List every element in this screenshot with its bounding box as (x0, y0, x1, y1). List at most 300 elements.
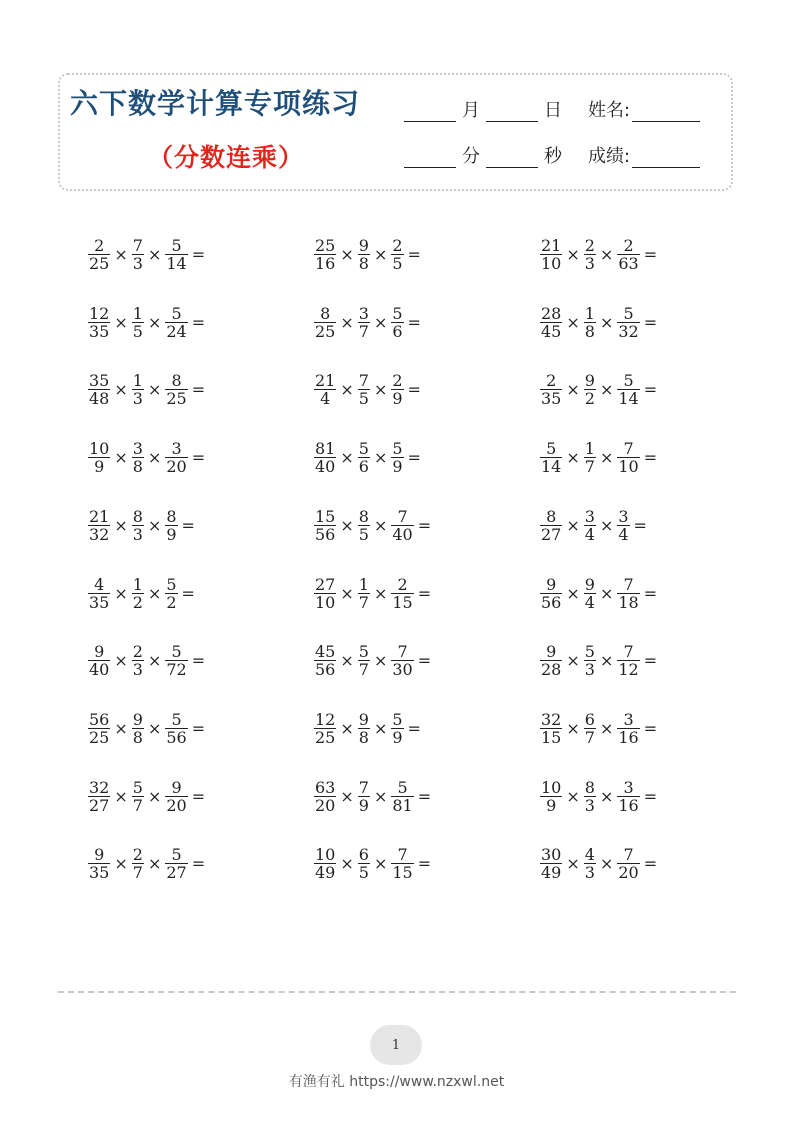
numerator: 9 (546, 642, 557, 662)
denominator: 25 (166, 389, 187, 409)
fraction (165, 372, 187, 407)
fraction (617, 846, 639, 881)
times-sign: × (114, 448, 128, 468)
times-sign: × (147, 380, 162, 400)
times-sign: × (566, 854, 580, 874)
page-title: 六下数学计算专项练习 (70, 87, 361, 120)
denominator: 27 (541, 524, 562, 544)
numerator: 7 (623, 439, 634, 459)
fraction (617, 779, 639, 814)
denominator: 40 (89, 660, 110, 680)
numerator: 5 (171, 303, 182, 323)
numerator: 8 (584, 777, 595, 797)
fraction (132, 846, 144, 881)
fraction (540, 846, 562, 881)
numerator: 2 (132, 845, 143, 865)
equals-sign: = (191, 651, 206, 671)
numerator: 7 (397, 506, 408, 526)
times-sign: × (373, 380, 388, 400)
equals-sign: = (407, 448, 421, 468)
denominator: 27 (166, 863, 187, 883)
denominator: 35 (541, 389, 562, 409)
numerator: 56 (89, 709, 110, 729)
numerator: 21 (315, 371, 336, 391)
problem (540, 237, 657, 272)
denominator: 16 (618, 795, 639, 815)
denominator: 72 (166, 660, 187, 680)
denominator: 18 (618, 592, 639, 612)
times-sign: × (373, 786, 388, 806)
denominator: 49 (315, 863, 336, 883)
fraction (132, 576, 144, 611)
numerator: 9 (584, 371, 595, 391)
denominator: 16 (618, 727, 639, 747)
equals-sign: = (643, 718, 658, 738)
problem (314, 237, 421, 272)
times-sign: × (566, 515, 580, 535)
times-sign: × (340, 786, 354, 806)
fraction (540, 372, 562, 407)
numerator: 5 (171, 236, 182, 255)
fraction (584, 643, 596, 678)
numerator: 21 (541, 236, 562, 255)
times-sign: × (340, 651, 354, 671)
denominator: 49 (541, 863, 562, 883)
denominator: 5 (392, 254, 403, 273)
denominator: 5 (358, 524, 369, 544)
equals-sign: = (407, 245, 421, 264)
times-sign: × (566, 448, 580, 468)
denominator: 12 (618, 660, 639, 680)
numerator: 2 (546, 371, 557, 391)
fraction (617, 643, 639, 678)
numerator: 5 (392, 439, 403, 459)
denominator: 32 (89, 524, 110, 544)
denominator: 7 (132, 795, 143, 815)
fraction (88, 643, 110, 678)
fraction (88, 508, 110, 543)
numerator: 1 (132, 303, 143, 323)
denominator: 7 (358, 321, 369, 341)
fraction (314, 372, 336, 407)
numerator: 1 (132, 371, 143, 391)
fraction (358, 846, 370, 881)
equals-sign: = (643, 312, 658, 332)
problem (540, 508, 647, 543)
equals-sign: = (643, 786, 658, 806)
fraction (165, 305, 187, 340)
fraction (132, 643, 144, 678)
numerator: 35 (89, 371, 110, 391)
fraction (540, 305, 562, 340)
times-sign: × (599, 448, 614, 468)
times-sign: × (373, 448, 388, 468)
fraction (584, 576, 596, 611)
numerator: 7 (132, 236, 143, 255)
fraction (88, 440, 110, 475)
day-blank[interactable] (486, 103, 538, 122)
fraction (391, 440, 403, 475)
denominator: 40 (392, 524, 413, 544)
equals-sign: = (191, 245, 206, 264)
numerator: 4 (584, 845, 595, 865)
times-sign: × (566, 312, 580, 332)
problem (540, 440, 657, 475)
fraction (314, 508, 336, 543)
denominator: 16 (315, 254, 336, 273)
page-number-badge (370, 1025, 422, 1065)
times-sign: × (114, 786, 128, 806)
date-name-fields (404, 100, 700, 122)
fraction (584, 305, 596, 340)
fraction (584, 440, 596, 475)
numerator: 5 (358, 439, 369, 459)
numerator: 7 (623, 845, 634, 865)
page-subtitle: （分数连乘） (148, 143, 305, 172)
denominator: 4 (618, 524, 629, 544)
times-sign: × (147, 786, 162, 806)
times-sign: × (147, 651, 162, 671)
fraction (540, 508, 562, 543)
denominator: 3 (584, 863, 595, 883)
footer-divider (58, 991, 736, 993)
times-sign: × (599, 651, 614, 671)
numerator: 1 (358, 574, 369, 594)
denominator: 48 (89, 389, 110, 409)
fraction (165, 508, 177, 543)
numerator: 9 (94, 845, 105, 865)
equals-sign: = (643, 448, 658, 468)
equals-sign: = (633, 515, 647, 535)
denominator: 15 (392, 863, 413, 883)
fraction (165, 237, 187, 272)
fraction (132, 711, 144, 746)
equals-sign: = (417, 515, 432, 535)
denominator: 40 (315, 457, 336, 477)
numerator: 3 (623, 777, 634, 797)
times-sign: × (340, 312, 354, 332)
denominator: 24 (166, 321, 187, 341)
denominator: 3 (132, 254, 143, 273)
denominator: 9 (392, 457, 403, 477)
denominator: 2 (132, 592, 143, 612)
fraction (314, 846, 336, 881)
numerator: 63 (315, 777, 336, 797)
numerator: 30 (541, 845, 562, 865)
times-sign: × (340, 718, 354, 738)
fraction (391, 643, 413, 678)
times-sign: × (114, 312, 128, 332)
numerator: 6 (358, 845, 369, 865)
times-sign: × (599, 312, 614, 332)
denominator: 4 (584, 592, 595, 612)
denominator: 4 (320, 389, 331, 409)
denominator: 2 (584, 389, 595, 409)
equals-sign: = (643, 583, 658, 603)
equals-sign: = (191, 380, 206, 400)
numerator: 8 (358, 506, 369, 526)
denominator: 56 (315, 524, 336, 544)
denominator: 45 (541, 321, 562, 341)
fraction (88, 576, 110, 611)
denominator: 9 (358, 795, 369, 815)
numerator: 15 (315, 506, 336, 526)
denominator: 20 (315, 795, 336, 815)
denominator: 8 (358, 727, 369, 747)
fraction (88, 305, 110, 340)
equals-sign: = (407, 312, 421, 332)
times-sign: × (147, 312, 162, 332)
denominator: 8 (132, 727, 143, 747)
problem (88, 440, 205, 475)
fraction (584, 711, 596, 746)
times-sign: × (147, 515, 162, 535)
equals-sign: = (407, 718, 421, 738)
fraction (540, 576, 562, 611)
problem (540, 779, 657, 814)
denominator: 9 (166, 524, 177, 544)
times-sign: × (373, 245, 388, 264)
numerator: 25 (315, 236, 336, 255)
fraction (540, 711, 562, 746)
fraction (540, 779, 562, 814)
times-sign: × (147, 854, 162, 874)
times-sign: × (147, 718, 162, 738)
times-sign: × (373, 651, 388, 671)
problem (314, 779, 431, 814)
numerator: 2 (584, 236, 595, 255)
fraction (358, 372, 370, 407)
denominator: 9 (546, 795, 557, 815)
problem (314, 372, 421, 407)
fraction (617, 508, 629, 543)
denominator: 35 (89, 321, 110, 341)
fraction (584, 508, 596, 543)
fraction (358, 305, 370, 340)
denominator: 56 (541, 592, 562, 612)
denominator: 8 (584, 321, 595, 341)
equals-sign: = (417, 583, 432, 603)
second-blank[interactable] (486, 149, 538, 168)
denominator: 9 (94, 457, 105, 477)
denominator: 20 (618, 863, 639, 883)
numerator: 5 (132, 777, 143, 797)
numerator: 7 (397, 642, 408, 662)
numerator: 2 (132, 642, 143, 662)
fraction (132, 237, 144, 272)
times-sign: × (566, 245, 580, 264)
denominator: 3 (132, 389, 143, 409)
denominator: 14 (166, 254, 187, 273)
numerator: 12 (315, 709, 336, 729)
times-sign: × (599, 515, 614, 535)
times-sign: × (566, 380, 580, 400)
fraction (358, 237, 370, 272)
fraction (540, 440, 562, 475)
minute-blank[interactable] (404, 149, 456, 168)
fraction (165, 846, 187, 881)
fraction (88, 846, 110, 881)
numerator: 10 (89, 439, 110, 459)
times-sign: × (340, 448, 354, 468)
denominator: 25 (89, 254, 110, 273)
denominator: 6 (358, 457, 369, 477)
fraction (391, 305, 403, 340)
numerator: 12 (89, 303, 110, 323)
fraction (314, 779, 336, 814)
denominator: 14 (541, 457, 562, 477)
numerator: 8 (132, 506, 143, 526)
problem (88, 779, 205, 814)
problem (314, 576, 431, 611)
denominator: 3 (132, 660, 143, 680)
numerator: 1 (584, 439, 595, 459)
denominator: 5 (358, 389, 369, 409)
numerator: 21 (89, 506, 110, 526)
fraction (314, 576, 336, 611)
times-sign: × (114, 515, 128, 535)
fraction (617, 711, 639, 746)
fraction (88, 779, 110, 814)
fraction (391, 576, 413, 611)
equals-sign: = (417, 786, 432, 806)
times-sign: × (599, 245, 614, 264)
name-blank[interactable] (632, 103, 700, 122)
problem (540, 305, 657, 340)
numerator: 2 (94, 236, 105, 255)
problem (314, 711, 421, 746)
numerator: 8 (320, 303, 331, 323)
numerator: 5 (392, 709, 403, 729)
fraction (165, 440, 187, 475)
fraction (165, 576, 177, 611)
denominator: 20 (166, 795, 187, 815)
problem (88, 372, 205, 407)
times-sign: × (340, 515, 354, 535)
equals-sign: = (643, 651, 658, 671)
footer-text: 有渔有礼 https://www.nzxwl.net (288, 1074, 505, 1090)
problem (88, 508, 195, 543)
denominator: 3 (132, 524, 143, 544)
numerator: 7 (358, 371, 369, 391)
denominator: 7 (584, 457, 595, 477)
times-sign: × (340, 245, 354, 264)
numerator: 5 (623, 371, 634, 391)
fraction (584, 372, 596, 407)
time-score-fields (404, 146, 700, 168)
fraction (391, 779, 413, 814)
equals-sign: = (181, 515, 195, 535)
fraction (132, 508, 144, 543)
numerator: 9 (171, 777, 182, 797)
problem (540, 372, 657, 407)
times-sign: × (373, 718, 388, 738)
name-label: 姓名: (588, 100, 631, 121)
fraction (617, 305, 639, 340)
equals-sign: = (191, 312, 206, 332)
problem (540, 846, 657, 881)
problem (540, 711, 657, 746)
denominator: 35 (89, 863, 110, 883)
denominator: 9 (392, 727, 403, 747)
denominator: 81 (392, 795, 413, 815)
score-blank[interactable] (632, 149, 700, 168)
times-sign: × (114, 380, 128, 400)
numerator: 8 (166, 506, 177, 526)
numerator: 5 (358, 642, 369, 662)
numerator: 81 (315, 439, 336, 459)
numerator: 7 (623, 642, 634, 662)
times-sign: × (599, 854, 614, 874)
equals-sign: = (643, 245, 658, 264)
times-sign: × (599, 718, 614, 738)
problem (314, 508, 431, 543)
month-blank[interactable] (404, 103, 456, 122)
problem (88, 305, 205, 340)
numerator: 3 (623, 709, 634, 729)
fraction (358, 643, 370, 678)
denominator: 7 (132, 863, 143, 883)
times-sign: × (340, 380, 354, 400)
fraction (617, 440, 639, 475)
numerator: 2 (623, 236, 634, 255)
fraction (132, 305, 144, 340)
denominator: 56 (315, 660, 336, 680)
numerator: 4 (94, 574, 105, 594)
equals-sign: = (191, 854, 206, 874)
denominator: 27 (89, 795, 110, 815)
month-label: 月 (462, 100, 480, 121)
times-sign: × (147, 583, 162, 603)
fraction (391, 237, 403, 272)
fraction (540, 237, 562, 272)
minute-label: 分 (462, 146, 480, 167)
times-sign: × (373, 515, 388, 535)
numerator: 5 (171, 642, 182, 662)
fraction (358, 508, 370, 543)
denominator: 15 (392, 592, 413, 612)
fraction (88, 237, 110, 272)
denominator: 25 (315, 727, 336, 747)
numerator: 9 (584, 574, 595, 594)
problem (540, 643, 657, 678)
numerator: 3 (358, 303, 369, 323)
numerator: 32 (541, 709, 562, 729)
numerator: 7 (397, 845, 408, 865)
numerator: 5 (171, 845, 182, 865)
denominator: 25 (315, 321, 336, 341)
fraction (391, 508, 413, 543)
numerator: 27 (315, 574, 336, 594)
problem (540, 576, 657, 611)
equals-sign: = (643, 854, 658, 874)
times-sign: × (599, 786, 614, 806)
times-sign: × (147, 245, 162, 264)
numerator: 5 (171, 709, 182, 729)
numerator: 5 (546, 439, 557, 459)
numerator: 28 (541, 303, 562, 323)
equals-sign: = (417, 854, 432, 874)
denominator: 5 (132, 321, 143, 341)
second-label: 秒 (544, 146, 562, 167)
fraction (358, 440, 370, 475)
times-sign: × (114, 651, 128, 671)
day-label: 日 (544, 100, 562, 121)
numerator: 3 (171, 439, 182, 459)
denominator: 6 (392, 321, 403, 341)
numerator: 7 (358, 777, 369, 797)
denominator: 8 (358, 254, 369, 273)
